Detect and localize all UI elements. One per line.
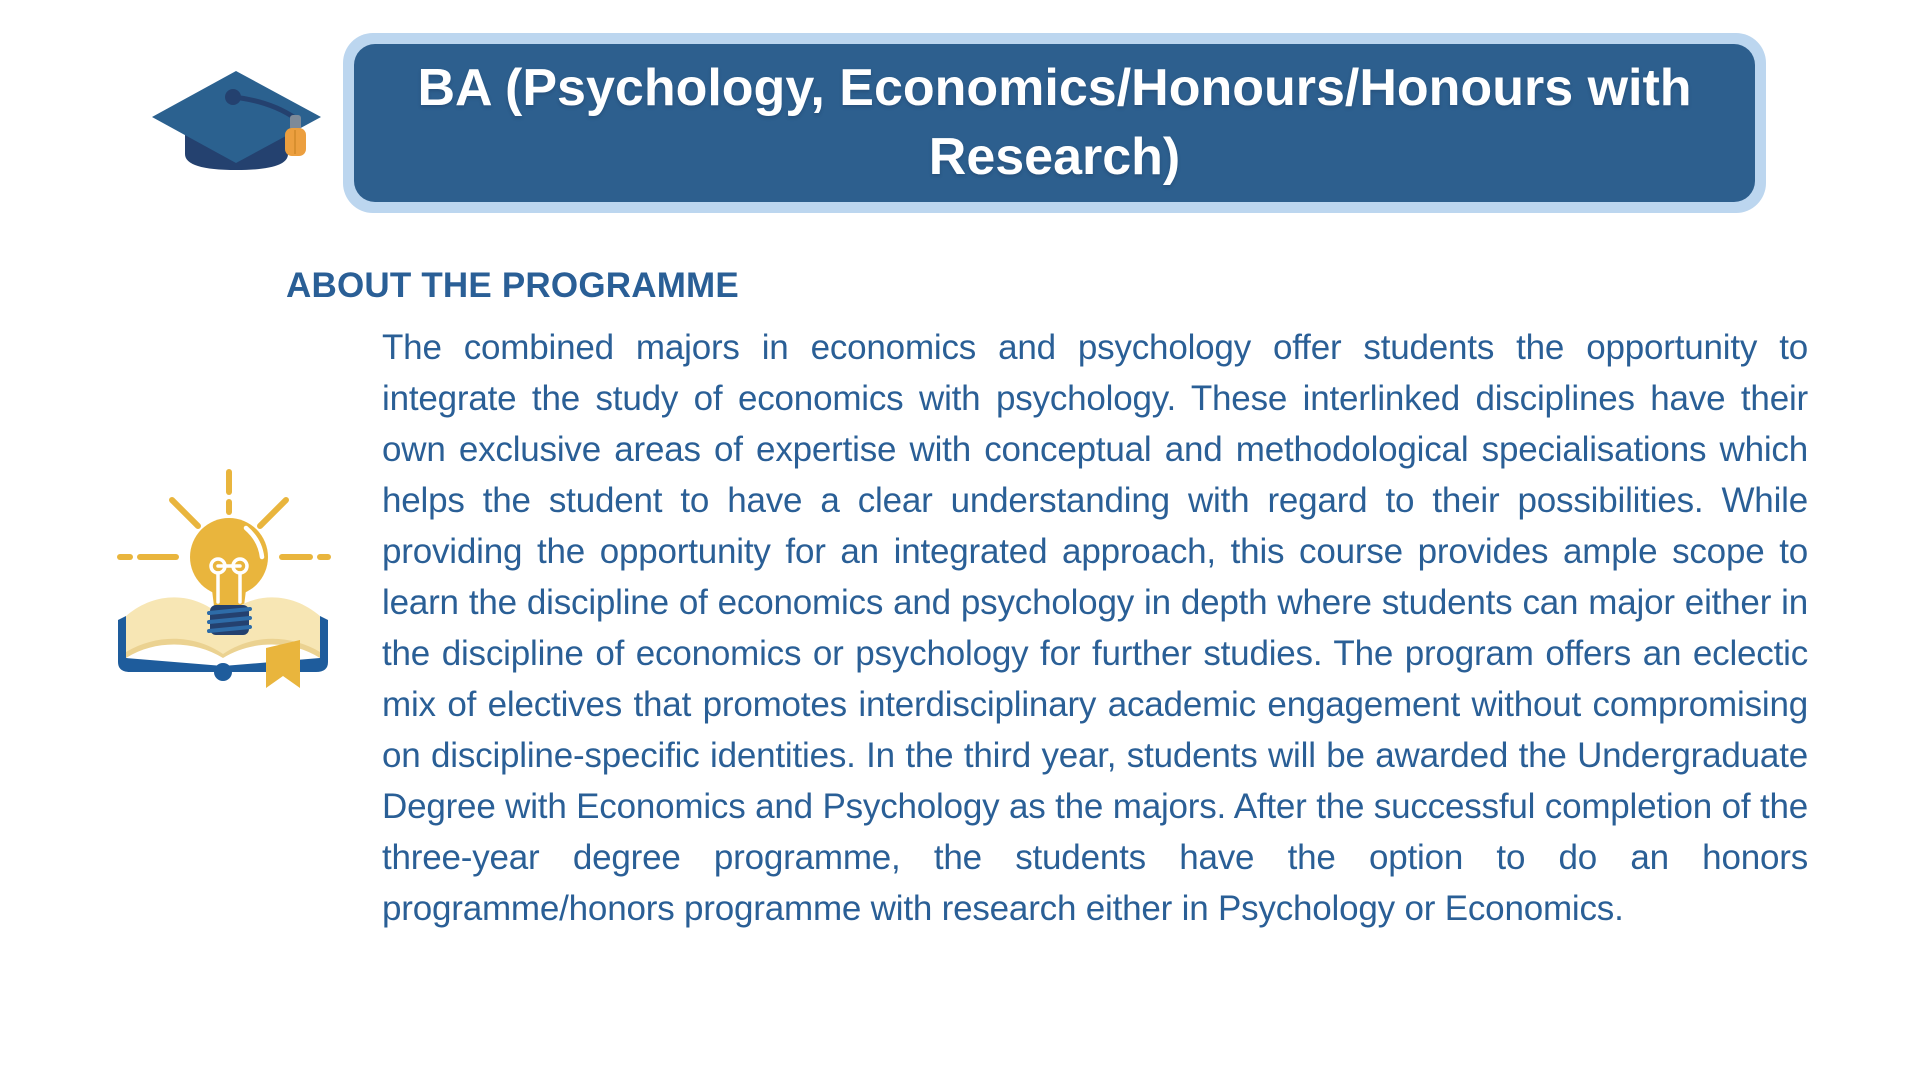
program-title-banner (343, 33, 1766, 213)
graduation-cap-icon (145, 60, 325, 175)
about-paragraph: The combined majors in economics and psychology offer students the opportunity to integrate the study of economics with psychology. These interlinked disciplines have their own exclusive areas of expertise with conceptual and methodological specialisations which helps the student to have a clear understanding with regard to their possibilities. While providing the opportunity for an integrated approach, this course provides ample scope to learn the discipline of economics and psychology in depth where students can major either in the discipline of economics or psychology for further studies. The program offers an eclectic mix of electives that promotes interdisciplinary academic engagement without compromising on discipline-specific identities. In the third year, students will be awarded the Undergraduate Degree with Economics and Psychology as the majors. After the successful completion of the three-year degree programme, the students have the option to do an honors programme/honors programme with research either in Psychology or Economics. (382, 328, 1808, 928)
book-lightbulb-icon (114, 462, 332, 702)
about-heading: ABOUT THE PROGRAMME (286, 266, 739, 305)
program-title-panel (354, 44, 1755, 202)
page-title: BA (Psychology, Economics/Honours/Honours with Research) (417, 59, 1692, 186)
